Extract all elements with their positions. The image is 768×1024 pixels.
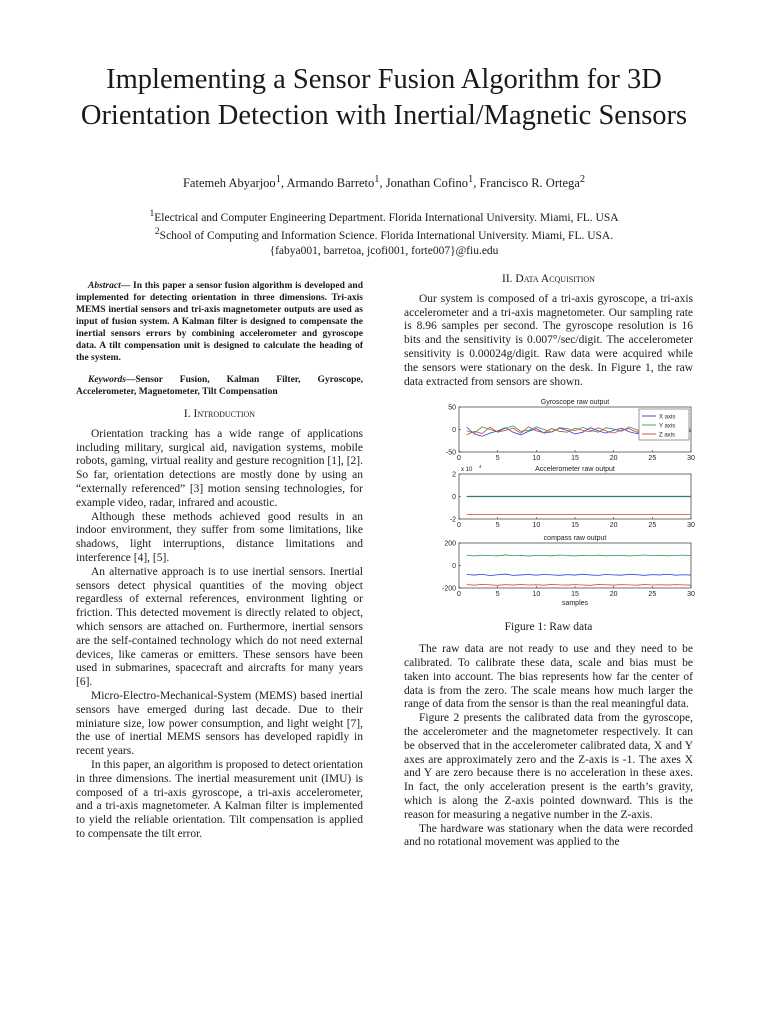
paragraph: In this paper, an algorithm is proposed to detect orientation in three dimensions. The inertial measurement unit (IMU) is composed of a tri-axis gyroscope, a tri-axis accelerometer, and a tri-axis magnetometer. A Kalman filter is implemented to yield the reliable orientation. Tilt compensation is applied to compensate the tilt error. [76, 758, 363, 840]
x-tick-label: 0 [457, 522, 461, 530]
legend-label: Y axis [659, 423, 676, 430]
x-tick-label: 25 [648, 591, 657, 599]
affiliation: $^1$Electrical and Computer Engineering Department. Florida International University. Miami, FL. USA [149, 208, 619, 224]
x-tick-label: 5 [495, 522, 500, 530]
y-tick-label: 50 [448, 404, 456, 412]
chart-title: Gyroscope raw output [540, 399, 610, 407]
y-tick-label: 2 [452, 471, 456, 479]
y-tick-label: 0 [452, 494, 456, 502]
x-tick-label: 5 [495, 455, 500, 463]
x-tick-label: 20 [609, 522, 618, 530]
x-tick-label: 10 [532, 591, 541, 599]
x-tick-label: 25 [648, 455, 657, 463]
legend-label: X axis [659, 414, 676, 421]
y-tick-label: -200 [441, 585, 456, 593]
x-tick-label: 0 [457, 591, 461, 599]
y-tick-label: -2 [449, 516, 456, 524]
x-tick-label: 30 [687, 522, 695, 530]
abstract: Abstract— In this paper a sensor fusion algorithm is developed and implemented for detecting orientation in three dimensions. Tri-axis MEMS inertial sensors and tri-axis magnetometer outputs are used as input of fusion system. A Kalman filter is designed to compensate the inertial sensors errors by combining accelerometer and gyroscope data. A tilt compensation unit is designed to calculate the heading of the system. [76, 281, 364, 363]
chart-title: compass raw output [543, 535, 607, 543]
section-heading: I. Introduction [183, 408, 256, 420]
left-column [76, 280, 363, 842]
x-tick-label: 25 [648, 522, 657, 530]
affiliations [40, 207, 728, 258]
x-axis-label: samples [561, 600, 589, 608]
author: Armando Barreto$^1$, [286, 174, 386, 191]
paragraph: The hardware was stationary when the data were recorded and no rotational movement was applied to the [404, 822, 693, 849]
paragraph: Orientation tracking has a wide range of applications including military, surgical aid, navigation systems, mobile robots, gaming, virtual reality and gesture recognition [1], [2]. So far, orientation detections are mostly done by using an “externally referenced” [3] motion sensing technologies, for example video, radar, infrared and acoustic. [76, 427, 363, 509]
chart-title: Accelerometer raw output [535, 466, 615, 474]
legend-label: Z axis [659, 432, 676, 439]
x-tick-label: 30 [687, 455, 695, 463]
author-list [40, 174, 728, 191]
figure-raw-data [404, 395, 693, 613]
x-tick-label: 15 [571, 591, 579, 599]
x-tick-label: 10 [532, 522, 541, 530]
affiliation: $^2$School of Computing and Information Science. Florida International University. Miami, FL. USA. [154, 226, 614, 243]
author: Francisco R. Ortega$^2$ [479, 174, 586, 191]
x-tick-label: 30 [687, 591, 695, 599]
raw-data-chart [404, 395, 693, 613]
paragraph: Micro-Electro-Mechanical-System (MEMS) based inertial sensors have emerged during last decade. Due to their miniature size, low power consumption, and light weight [7], the use of inertial MEMS sensors has developed rapidly in recent years. [76, 689, 363, 758]
plot-frame [459, 543, 691, 588]
y-tick-label: 200 [444, 540, 456, 548]
x-tick-label: 15 [571, 455, 579, 463]
paragraph: Although these methods achieved good results in an indoor environment, they suffer from some limitations, like shadows, light interruptions, distance limitations and interference [4], [5]. [76, 510, 363, 564]
email-list: {fabya001, barretoa, jcofi001, forte007}@fiu.edu [269, 244, 499, 257]
right-column [404, 273, 693, 850]
paragraph: An alternative approach is to use inertial sensors. Inertial sensors detect physical quantities of the moving object regardless of external references, environment lighting or friction. This detected movement is directly related to object, which sensors are attached on. Furthermore, inertial sensors are the self-contained technology which do not need external devices, like cameras or emitters. These sensors have been used in submarines, spacecraft and aircrafts for many years [6]. [76, 565, 363, 689]
x-tick-label: 20 [609, 455, 618, 463]
author: Jonathan Cofino$^1$, [385, 174, 480, 191]
y-scale-label: x 10 [461, 467, 473, 474]
x-tick-label: 20 [609, 591, 618, 599]
figure-caption: Figure 1: Raw data [504, 621, 593, 634]
x-tick-label: 5 [495, 591, 500, 599]
x-tick-label: 15 [571, 522, 579, 530]
paper-title: Implementing a Sensor Fusion Algorithm for 3D Orientation Detection with Inertial/Magnetic Sensors [80, 64, 688, 131]
y-tick-label: -50 [445, 449, 456, 457]
x-tick-label: 10 [532, 455, 541, 463]
y-tick-label: 0 [452, 427, 456, 435]
x-tick-label: 0 [457, 455, 461, 463]
paragraph: Our system is composed of a tri-axis gyroscope, a tri-axis accelerometer and a tri-axis magnetometer. Our sampling rate is 8.96 samples per second. The gyroscope resolution is 16 bits and the sensitivity is 0.007°/sec/digit. The accelerometer sensitivity is 0.00024g/digit. Raw data were acquired while the sensors were stationary on the desk. In Figure 1, the raw data extracted from sensors are shown. [404, 292, 693, 388]
keywords: Keywords—Sensor Fusion, Kalman Filter, Gyroscope, Accelerometer, Magnetometer, Tilt Compensation [76, 375, 363, 397]
section-heading: II. Data Acquisition [502, 273, 595, 285]
y-scale-exponent: 4 [479, 464, 482, 470]
paragraph: The raw data are not ready to use and they need to be calibrated. To calibrate these data, scale and bias must be taken into account. The bias represents how far the center of data is from the zero. The scale means how much larger the range of data from the sensor is than the real meaningful data. [404, 643, 693, 711]
author: Fatemeh Abyarjoo$^1$, [182, 174, 287, 191]
y-tick-label: 0 [452, 563, 456, 571]
paragraph: Figure 2 presents the calibrated data from the gyroscope, the accelerometer and the magnetometer respectively. It can be observed that in the accelerometer calibrated data, X and Y axes are approximately zero and the Z-axis is -1. The axes X and Y are zero because there is no acceleration in these axes. In fact, the only acceleration present is the earth’s gravity, which is along the Z-axis pointed downward. This is the reason for measuring a negative number in the Z-axis. [404, 712, 693, 821]
